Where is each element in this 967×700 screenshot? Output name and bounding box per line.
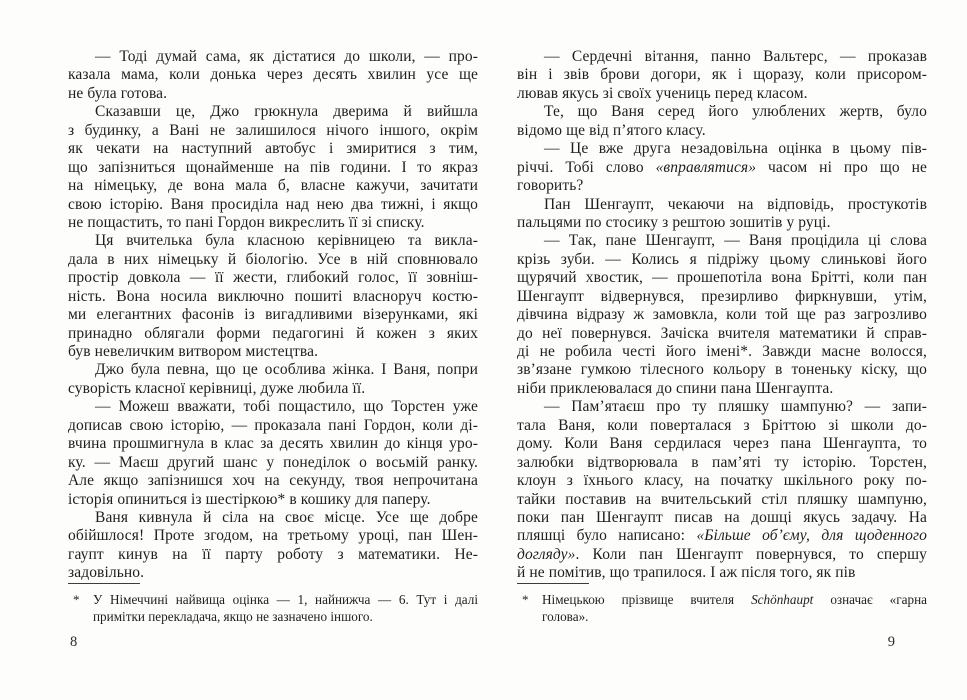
- text-segment: річчі. Тобі слово: [517, 158, 656, 176]
- footnote-marker: *: [522, 592, 529, 607]
- text-line: не пощастить, то пані Гордон викреслить її зі списку.: [68, 213, 425, 231]
- footnote-line: голова».: [542, 609, 589, 625]
- text-segment: часом ні про що не: [756, 158, 927, 176]
- text-line: пальцями по стосику з рештою зошитів у руці.: [517, 213, 831, 231]
- text-line: не була готова.: [68, 84, 168, 102]
- text-line: простір довкола — її жести, глибокий голос, її зовніш-: [68, 269, 478, 287]
- text-line: був невеличким витвором мистецтва.: [68, 343, 319, 360]
- text-line: крізь зуби. — Колись я підріжу цьому слинькові його: [517, 250, 927, 268]
- text-line: дописав свою історію, — проказала пані Гордон, коли ді-: [68, 416, 478, 434]
- text-line: казала мама, коли донька через десять хвилин усе ще: [68, 66, 478, 84]
- text-line: що запізниться щонайменше на пів години. І то якраз: [68, 158, 478, 176]
- italic-text: «вправлятися»: [655, 158, 757, 176]
- text-line: відомо ще від п’ятого класу.: [517, 121, 706, 139]
- text-line: обійшлося! Проте згодом, на третьому уроці, пан Шен-: [68, 527, 478, 545]
- text-line: й не помітив, що трапилося. І аж після того, як пів: [517, 564, 856, 582]
- text-segment: пляшці було написано:: [517, 527, 697, 545]
- paragraph: [68, 398, 478, 509]
- text-line: задовільно.: [68, 564, 145, 582]
- page-number-right: 9: [887, 634, 895, 650]
- text-line: поки пан Шенгаупт писав на дошці якусь задачу. На: [517, 508, 927, 526]
- text-block: [517, 48, 927, 583]
- paragraph: [517, 196, 927, 233]
- text-line: [517, 159, 927, 177]
- text-line: історія опиниться із шестіркою* в кошику для паперу.: [68, 490, 431, 508]
- text-line: ді не робила честі його імені*. Завжди масне волосся,: [517, 343, 927, 360]
- text-line: ність. Вона носила виключно пошиті власноруч костю-: [68, 287, 478, 305]
- text-line: Але якщо запізнишся хоч на секунду, твоя непрочитана: [68, 472, 478, 490]
- text-segment: означає «гарна: [813, 592, 927, 607]
- text-line: на німецьку, де вона мала б, власне кажучи, зачитати: [68, 177, 478, 195]
- text-line: лював якусь зі своїх учениць перед класом.: [517, 84, 808, 102]
- text-line: Ваня кивнула й сіла на своє місце. Усе ще добре: [95, 508, 478, 526]
- text-line: клоун з їхнього класу, на початку шкільного року по-: [517, 472, 927, 490]
- paragraph: [68, 361, 478, 398]
- text-line: ніби приклеювалася до спини пана Шенгаупта.: [517, 379, 834, 397]
- text-line: принадно облягали форми педагогині й кожен з яких: [68, 324, 478, 342]
- text-line: свою історію. Ваня просиділа над нею два тижні, і якщо: [68, 195, 478, 213]
- paragraph: [68, 48, 478, 103]
- footnote-lines: [93, 591, 478, 625]
- page-number-left: 8: [70, 634, 78, 650]
- text-line: суворість класної керівниці, дуже любила її.: [68, 379, 366, 397]
- text-line: тайки поставив на вчительський стіл пляшку шампуню,: [517, 490, 927, 508]
- italic-text: Schönhaupt: [751, 592, 814, 607]
- text-line: щурячий хвостик, — прошепотіла вона Брітті, коли пан: [517, 269, 927, 287]
- text-line: — Сердечні вітання, панно Вальтерс, — проказав: [544, 48, 927, 65]
- text-line: [517, 527, 927, 545]
- paragraph: [517, 140, 927, 195]
- text-line: Сказавши це, Джо грюкнула дверима й вийшла: [95, 103, 478, 121]
- text-line: з будинку, а Вані не залишилося нічого іншого, окрім: [68, 121, 478, 139]
- text-line: залюбки відтворювала в пам’яті ту історію. Торстен,: [517, 453, 927, 471]
- text-line: зв’язане гумкою тілесного кольору в тоненьку кіску, що: [517, 361, 927, 379]
- text-line: — Можеш вважати, тобі пощастило, що Торстен уже: [95, 398, 478, 416]
- footnote-body: [68, 591, 478, 625]
- paragraph: [68, 103, 478, 232]
- footnote-line: примітки перекладача, якщо не зазначено іншого.: [93, 609, 373, 625]
- footnote-body: [517, 591, 927, 625]
- page-left: [68, 0, 478, 700]
- text-line: ку. — Маєш другий шанс у понеділок о восьмій ранку.: [68, 453, 478, 471]
- text-line: дівчина відразу ж замовкла, коли той ще раз загрозливо: [517, 306, 927, 324]
- text-line: Пан Шенгаупт, чекаючи на відповідь, простукотів: [544, 195, 927, 213]
- text-line: [517, 546, 927, 564]
- footnote-lines: [542, 591, 927, 625]
- paragraph: [68, 509, 478, 583]
- footnote: [68, 583, 478, 625]
- text-line: гаупт кинув на її парту роботу з математики. Не-: [68, 545, 478, 563]
- text-line: він і звів брови догори, як і щоразу, коли присором-: [517, 66, 927, 84]
- italic-text: «Більше об’єму, для щоденного: [696, 527, 927, 545]
- text-line: до неї повернувся. Зачіска вчителя математики й справ-: [517, 324, 927, 342]
- text-line: ми елегантних фасонів із вигадливими візерунками, які: [68, 306, 478, 324]
- text-line: Шенгаупт відвернувся, презирливо фиркнувши, утім,: [517, 287, 927, 305]
- text-line: — Пам’ятаєш про ту пляшку шампуню? — запи-: [544, 398, 927, 416]
- text-line: Ця вчителька була класною керівницею та викла-: [95, 232, 478, 250]
- text-line: вчина прошмигнула в клас за десять хвилин до кінця уро-: [68, 435, 478, 453]
- text-segment: . Коли пан Шенгаупт повернувся, то спершу: [575, 545, 927, 563]
- footnote-divider: [68, 583, 140, 584]
- footnote-divider: [517, 583, 589, 584]
- paragraph: [517, 48, 927, 103]
- text-line: тала Ваня, коли поверталася з Бріттою зі школи до-: [517, 416, 927, 434]
- paragraph: [517, 398, 927, 582]
- footnote: [517, 583, 927, 625]
- footnote-line: [542, 591, 927, 608]
- text-segment: Німецькою прізвище вчителя: [542, 592, 752, 607]
- text-block: [68, 48, 478, 583]
- footnote-line: У Німеччині найвища оцінка — 1, найнижча — 6. Тут і далі: [93, 592, 478, 607]
- paragraph: [68, 232, 478, 361]
- text-line: — Тоді думай сама, як дістатися до школи, — про-: [95, 48, 478, 65]
- text-line: — Так, пане Шенгаупт, — Ваня процідила ці слова: [544, 232, 927, 250]
- text-line: як чекати на наступний автобус і змиритися з тим,: [68, 140, 478, 158]
- text-line: Джо була певна, що це особлива жінка. І Ваня, попри: [95, 361, 478, 379]
- text-line: говорить?: [517, 177, 584, 195]
- text-line: дому. Коли Ваня сердилася через пана Шенгаупта, то: [517, 435, 927, 453]
- page-right: [517, 0, 927, 700]
- italic-text: догляду»: [517, 545, 576, 563]
- text-line: — Це вже друга незадовільна оцінка в цьому пів-: [544, 140, 927, 158]
- paragraph: [517, 232, 927, 398]
- paragraph: [517, 103, 927, 140]
- text-line: Те, що Ваня серед його улюблених жертв, було: [544, 103, 927, 121]
- footnote-marker: *: [73, 592, 80, 607]
- text-line: дала в них німецьку й біологію. Усе в ній сповнювало: [68, 250, 478, 268]
